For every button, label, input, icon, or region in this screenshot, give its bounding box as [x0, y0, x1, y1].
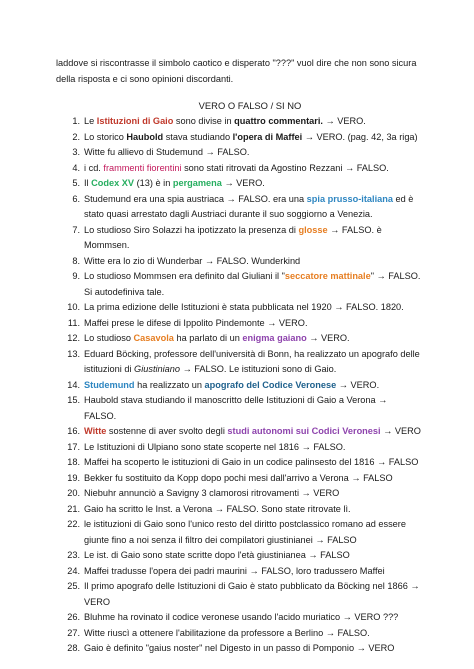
item-number: 5.	[72, 178, 80, 188]
item-number: 7.	[72, 224, 80, 235]
list-item	[58, 610, 422, 626]
item-text: → FALSO. Le istituzioni sono di Gaio.	[180, 364, 337, 374]
item-number: 20.	[67, 488, 80, 498]
item-text: Maffei ha scoperto le istituzioni di Gaio in un codice palinsesto del 1816 → FALSO	[84, 457, 419, 467]
item-text: sono stati ritrovati da Agostino Rezzani → FALSO.	[181, 162, 389, 173]
item-text: Codex XV	[91, 178, 135, 188]
item-number: 15.	[67, 395, 80, 405]
item-text: Witte fu allievo di Studemund → FALSO.	[84, 147, 250, 157]
list-item	[58, 517, 422, 548]
item-number: 26.	[67, 612, 80, 622]
item-text: Gaio ha scritto le Inst. a Verona → FALSO. Sono state ritrovate lì.	[84, 503, 351, 514]
item-text: Le	[84, 116, 97, 126]
item-text: Niebuhr annunciò a Savigny 3 clamorosi ritrovamenti → VERO	[84, 488, 340, 498]
item-number: 13.	[67, 348, 80, 359]
list-item	[58, 145, 422, 161]
item-text: → VERO	[380, 426, 421, 436]
list-item	[58, 347, 422, 378]
item-number: 10.	[67, 302, 80, 312]
list-item	[58, 331, 422, 347]
item-text: apografo del Codice Veronese	[204, 379, 337, 390]
section-title-text: VERO O FALSO / SI NO	[198, 100, 302, 111]
list-item	[58, 579, 422, 610]
item-text: spia prusso-italiana	[306, 193, 393, 204]
item-text: Casavola	[133, 333, 174, 343]
item-text: Lo storico	[84, 131, 127, 142]
list-item	[58, 486, 422, 502]
item-text: l'opera di Maffei	[232, 131, 303, 142]
item-number: 16.	[67, 426, 80, 436]
item-text: Gaio è definito "gaius noster" nel Digesto in un passo di Pomponio → VERO	[84, 643, 395, 653]
list-item	[58, 378, 422, 394]
list-item	[58, 548, 422, 564]
item-text: ed è stato quasi arrestato dagli Austriaci durante il suo soggiorno a Venezia.	[84, 193, 414, 219]
item-number: 27.	[67, 627, 80, 638]
list-item	[58, 393, 422, 424]
item-text: Haubold stava studiando il manoscritto delle Istituzioni di Gaio a Verona → FALSO.	[84, 395, 388, 421]
item-number: 8.	[72, 255, 80, 266]
list-item	[58, 130, 422, 146]
item-text: Istituzioni di Gaio	[96, 116, 174, 126]
list-item	[58, 269, 422, 300]
list-item	[58, 300, 422, 316]
item-number: 25.	[67, 581, 80, 591]
item-text: le istituzioni di Gaio sono l'unico resto del diritto postclassico romano ad essere giunte fino a noi senza il filtro dei compilatori giustinianei → FALSO	[84, 519, 406, 545]
item-text: Bekker fu sostituito da Kopp dopo pochi mesi dall'arrivo a Verona → FALSO	[84, 472, 393, 483]
item-text: → VERO.	[221, 178, 265, 188]
item-text: Lo studioso Mommsen era definito dal Giuliani il "	[84, 271, 285, 281]
item-number: 1.	[72, 116, 80, 126]
list-item	[58, 564, 422, 580]
item-text: Lo studioso	[84, 333, 134, 343]
item-text: Witte era lo zio di Wunderbar → FALSO. Wunderkind	[84, 255, 301, 266]
item-number: 4.	[72, 162, 80, 173]
item-text: Il primo apografo delle Istituzioni di Gaio è stato pubblicato da Böcking nel 1866 → VERO	[84, 581, 420, 607]
item-number: 9.	[72, 271, 80, 281]
list-item	[58, 471, 422, 487]
item-text: sostenne di aver svolto degli	[106, 426, 228, 436]
item-number: 21.	[67, 503, 80, 514]
item-text: pergamena	[172, 178, 222, 188]
item-number: 12.	[67, 333, 80, 343]
list-item	[58, 424, 422, 440]
item-number: 19.	[67, 472, 80, 483]
item-number: 28.	[67, 643, 80, 653]
intro-paragraph: laddove si riscontrasse il simbolo caotico e disperato "???" vuol dire che non sono sicura della risposta e ci sono opinioni discordanti.	[56, 58, 417, 84]
list-item	[58, 502, 422, 518]
item-text: Witte	[84, 426, 107, 436]
item-text: ha realizzato un	[134, 379, 205, 390]
item-text: Maffei prese le difese di Ippolito Pindemonte → VERO.	[84, 317, 308, 328]
item-number: 18.	[67, 457, 80, 467]
list-item	[58, 114, 422, 130]
item-text: quattro commentari.	[234, 116, 323, 126]
item-text: (13) è in	[134, 178, 173, 188]
item-text: Studemund	[84, 379, 135, 390]
item-text: La prima edizione delle Istituzioni è stata pubblicata nel 1920 → FALSO. 1820.	[84, 302, 404, 312]
true-false-list	[58, 114, 422, 657]
list-item	[58, 455, 422, 471]
item-number: 14.	[67, 379, 80, 390]
item-text: Eduard Böcking, professore dell'università di Bonn, ha realizzato un apografo delle istituzioni di	[84, 348, 420, 374]
item-number: 24.	[67, 565, 80, 576]
item-number: 17.	[67, 441, 80, 452]
list-item	[58, 440, 422, 456]
list-item	[58, 316, 422, 332]
item-text: Haubold	[126, 131, 164, 142]
item-text: frammenti fiorentini	[103, 162, 182, 173]
item-text: → VERO. (pag. 42, 3a riga)	[302, 131, 418, 142]
item-number: 22.	[67, 519, 80, 529]
list-item	[58, 641, 422, 657]
item-text: " → FALSO. Si autodefiniva tale.	[84, 271, 421, 297]
item-text: seccatore mattinale	[284, 271, 371, 281]
item-text: Le Istituzioni di Ulpiano sono state scoperte nel 1816 → FALSO.	[84, 441, 346, 452]
item-text: → VERO.	[306, 333, 350, 343]
item-number: 23.	[67, 550, 80, 560]
item-text: Studemund era una spia austriaca → FALSO. era una	[84, 193, 307, 204]
item-text: Lo studioso Siro Solazzi ha ipotizzato la presenza di	[84, 224, 299, 235]
list-item	[58, 254, 422, 270]
item-text: i cd.	[84, 162, 104, 173]
item-text: Giustiniano	[134, 364, 181, 374]
item-text: enigma gaiano	[242, 333, 307, 343]
list-item	[58, 626, 422, 642]
item-text: → FALSO. è Mommsen.	[84, 224, 382, 250]
list-item	[58, 223, 422, 254]
item-text: → VERO.	[322, 116, 366, 126]
item-number: 6.	[72, 193, 80, 204]
item-number: 2.	[72, 131, 80, 142]
item-number: 11.	[67, 317, 80, 328]
item-text: studi autonomi sui Codici Veronesi	[227, 426, 381, 436]
list-item	[58, 161, 422, 177]
item-text: Il	[84, 178, 92, 188]
item-number: 3.	[72, 147, 80, 157]
item-text: sono divise in	[173, 116, 235, 126]
item-text: Bluhme ha rovinato il codice veronese usando l'acido muriatico → VERO ???	[84, 612, 399, 622]
item-text: Maffei tradusse l'opera dei padri maurini → FALSO, loro tradussero Maffei	[84, 565, 385, 576]
item-text: → VERO.	[336, 379, 380, 390]
section-title	[0, 100, 474, 112]
item-text: stava studiando	[163, 131, 233, 142]
item-text: Le ist. di Gaio sono state scritte dopo l'età giustinianea → FALSO	[84, 550, 350, 560]
list-item	[58, 176, 422, 192]
item-text: ha parlato di un	[173, 333, 243, 343]
list-item	[58, 192, 422, 223]
item-text: Witte riuscì a ottenere l'abilitazione da professore a Berlino → FALSO.	[84, 627, 370, 638]
item-text: glosse	[298, 224, 328, 235]
